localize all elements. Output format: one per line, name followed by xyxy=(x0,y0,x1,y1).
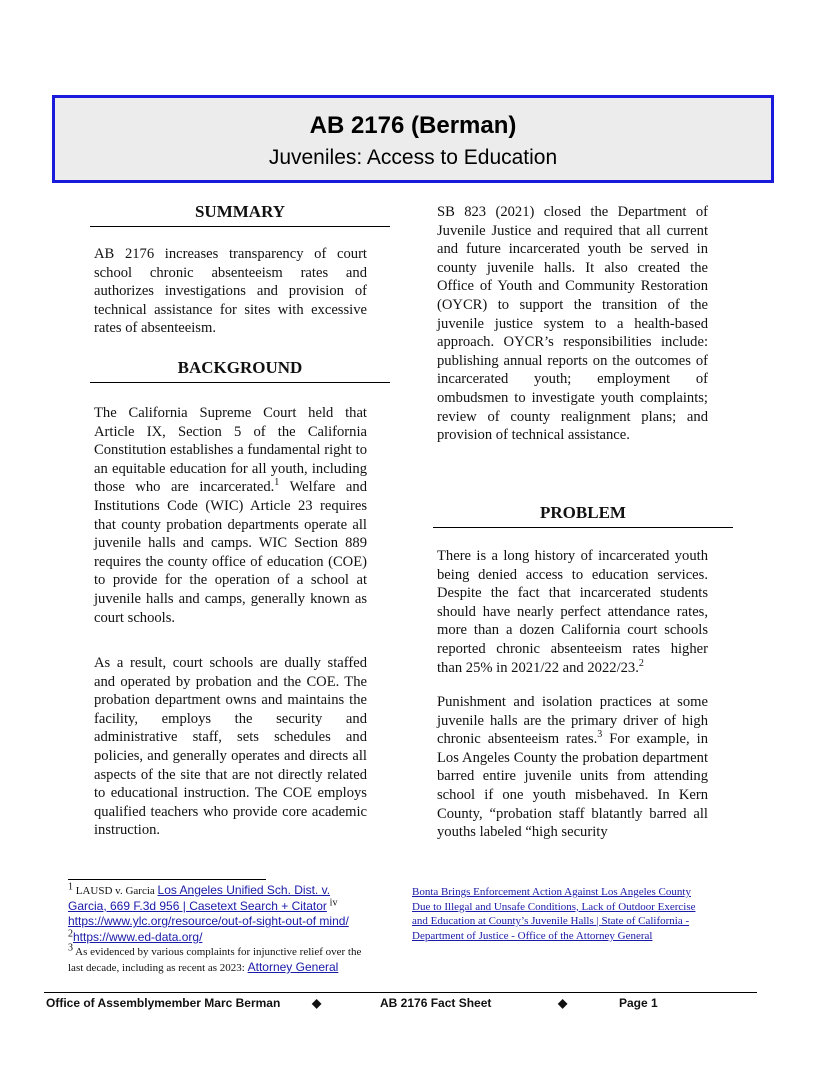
footer-page-number: Page 1 xyxy=(619,996,658,1010)
background-heading: BACKGROUND xyxy=(90,358,390,383)
footnote-divider xyxy=(68,879,266,880)
footnotes-right xyxy=(412,885,712,943)
background-paragraph-1: The California Supreme Court held that Article IX, Section 5 of the California Constitution establishes a fundamental right to an equitable education for all youth, including those who are incarcerated.$^1$ Welfare and Institutions Code (WIC) Article 23 requires that county probation departments operate all juvenile halls and camps. WIC Section 889 requires the county office of education (COE) to provide for the operation of a school at juvenile halls and camps, generally known as court schools. xyxy=(94,405,367,626)
footer-divider xyxy=(44,992,757,993)
document-subtitle: Juveniles: Access to Education xyxy=(268,146,558,169)
title-box xyxy=(52,95,774,183)
problem-heading: PROBLEM xyxy=(433,503,733,528)
summary-heading: SUMMARY xyxy=(90,202,390,227)
footnote-1: 1 LAUSD v. Garcia Los Angeles Unified Sch. Dist. v. Garcia, 669 F.3d 956 | Casetext Search + Citator iv https://www.ylc.org/resource/out-of-sight-out-of mind/ xyxy=(68,881,349,929)
background-paragraph-3: SB 823 (2021) closed the Department of Juvenile Justice and required that all current and future incarcerated youth be served in county juvenile halls. It also created the Office of Youth and Community Restoration (OYCR) to support the transition of the juvenile justice system to a health-based approach. OYCR’s responsibilities include: publishing annual reports on the outcomes of incarcerated youth; employment of ombudsmen to investigate youth complaints; review of county realignment plans; and provision of technical assistance. xyxy=(437,204,708,444)
document-title: AB 2176 (Berman) xyxy=(309,112,517,139)
footnote-ref-1: 1 xyxy=(274,477,280,489)
footnotes-left xyxy=(68,883,368,976)
background-paragraph-2: As a result, court schools are dually staffed and operated by probation and the COE. The probation department owns and maintains the facility, employs the security and administrative staff, sets schedules and policies, and generally operates and directs all aspects of the site that are not directly related to educational instruction. The COE employs qualified teachers who provide core academic instruction. xyxy=(94,655,367,839)
problem-paragraph-2: Punishment and isolation practices at some juvenile halls are the primary driver of high chronic absenteeism rates.$^3$ For example, in Los Angeles County the probation department barred entire juvenile units from attending school if one youth misbehaved. In Kern County, “probation staff blatantly barred all youths labeled “high security xyxy=(437,694,709,841)
footnote-3-continued-link[interactable]: Bonta Brings Enforcement Action Against Los Angeles County Due to Illegal and Unsafe Conditions, Lack of Outdoor Exercise and Education at County’s Juvenile Halls | State of California - Department of Justice - Office of the Attorney General xyxy=(412,886,696,942)
problem-paragraph-1: There is a long history of incarcerated youth being denied access to education services. Despite the fact that incarcerated students should have nearly perfect attendance rates, more than a dozen California court schools reported chronic absenteeism rates higher than 25% in 2021/22 and 2022/23.$^2$ xyxy=(437,548,708,676)
footer-bullet-1: ◆ xyxy=(312,996,322,1010)
footnote-ref-3: 3 xyxy=(597,729,603,741)
footer-sheet-title: AB 2176 Fact Sheet xyxy=(380,996,492,1010)
footnote-2: 2https://www.ed-data.org/ xyxy=(68,928,203,944)
footnote-2-link[interactable]: https://www.ed-data.org/ xyxy=(73,929,203,944)
footnote-3-link[interactable]: Attorney General xyxy=(247,959,339,974)
footer-office: Office of Assemblymember Marc Berman xyxy=(46,996,281,1010)
footnote-1-case-link[interactable]: Los Angeles Unified Sch. Dist. v. Garcia, 669 F.3d 956 | Casetext Search + Citator xyxy=(68,883,331,913)
footnote-3: 3 As evidenced by various complaints for injunctive relief over the last decade, including as recent as 2023: Attorney General xyxy=(68,942,362,974)
summary-paragraph: AB 2176 increases transparency of court school chronic absenteeism rates and authorizes investigations and provision of technical assistance for sites with excessive rates of absenteeism. xyxy=(94,246,367,337)
footnote-1-url-link[interactable]: https://www.ylc.org/resource/out-of-sight-out-of mind/ xyxy=(68,914,349,929)
footer-bullet-2: ◆ xyxy=(558,996,568,1010)
footnote-ref-2: 2 xyxy=(638,657,644,669)
